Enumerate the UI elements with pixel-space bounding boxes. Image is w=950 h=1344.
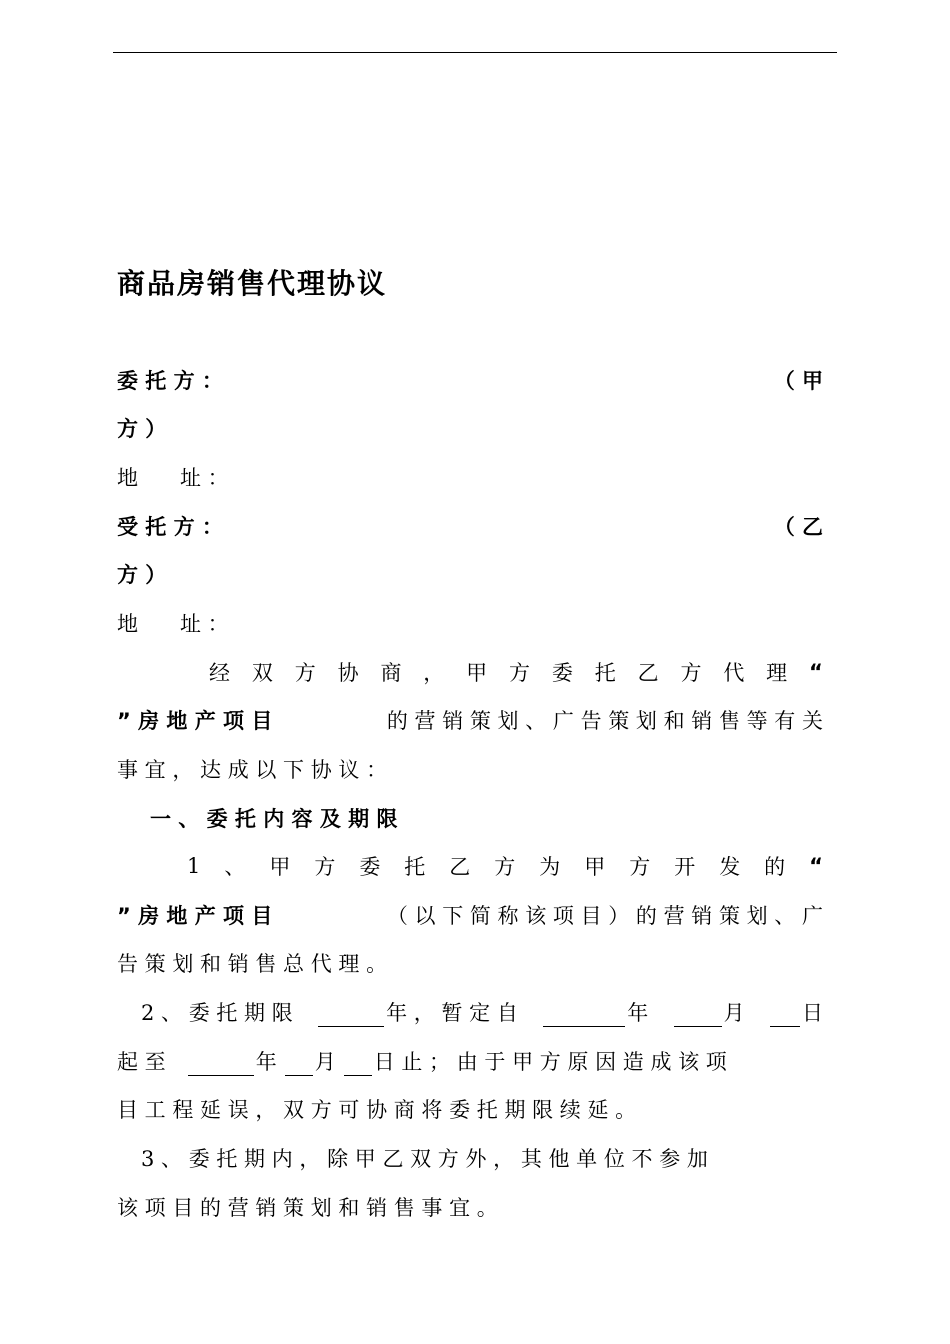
item-2-line-2 xyxy=(117,1044,823,1078)
project-name-bold: ” 房 地 产 项 目 xyxy=(117,709,273,733)
party-a-line xyxy=(117,363,823,397)
char: 代 xyxy=(723,661,745,685)
char: 双 xyxy=(251,661,273,685)
blank-start-year[interactable] xyxy=(543,1004,625,1027)
char: 1 xyxy=(187,854,201,878)
char: “ xyxy=(809,660,823,684)
item-2-text-f: 起 至 xyxy=(117,1050,166,1074)
char: 托 xyxy=(404,855,426,879)
blank-years[interactable] xyxy=(318,1004,384,1027)
char: 乙 xyxy=(449,855,471,879)
blank-start-month[interactable] xyxy=(674,1004,722,1027)
char: 为 xyxy=(539,855,561,879)
item-1-line-2-rest: （ 以 下 简 称 该 项 目 ） 的 营 销 策 划 、 广 xyxy=(386,904,823,928)
item-2-text-h: 月 xyxy=(314,1050,336,1074)
char: 协 xyxy=(337,661,359,685)
char: 甲 xyxy=(584,855,606,879)
char: 甲 xyxy=(466,661,488,685)
party-a-label: 委 托 方 ： xyxy=(117,369,223,393)
item-2-text-i: 日 止 ； 由 于 甲 方 原 因 造 成 该 项 xyxy=(373,1050,727,1074)
char: 委 xyxy=(551,661,573,685)
char: 方 xyxy=(629,855,651,879)
intro-line-3: 事 宜 ， 达 成 以 下 协 议 ： xyxy=(117,758,388,782)
char: 理 xyxy=(766,661,788,685)
intro-line-2 xyxy=(117,703,823,737)
blank-end-month[interactable] xyxy=(285,1053,313,1076)
item-2-text-c: 年 xyxy=(627,1001,649,1025)
blank-end-day[interactable] xyxy=(344,1053,372,1076)
char: 托 xyxy=(594,661,616,685)
intro-line-1 xyxy=(209,655,823,689)
party-b-line-2: 方 ） xyxy=(117,563,167,587)
blank-start-day[interactable] xyxy=(770,1004,800,1027)
blank-end-year[interactable] xyxy=(188,1053,254,1076)
char: ， xyxy=(423,661,445,685)
address-a: 地 址 ： xyxy=(117,466,229,490)
char: 甲 xyxy=(269,855,291,879)
item-1-line-1 xyxy=(187,849,823,883)
item-1-line-2 xyxy=(117,898,823,932)
char: 委 xyxy=(359,855,381,879)
item-3-line-2: 该 项 目 的 营 销 策 划 和 销 售 事 宜 。 xyxy=(117,1196,498,1220)
item-2-text-d: 月 xyxy=(723,1001,745,1025)
char: 开 xyxy=(674,855,696,879)
char: 、 xyxy=(224,855,246,879)
item-1-line-3: 告 策 划 和 销 售 总 代 理 。 xyxy=(117,952,388,976)
char: 商 xyxy=(380,661,402,685)
party-a-suffix: （ 甲 xyxy=(773,369,823,393)
address-b: 地 址 ： xyxy=(117,612,229,636)
char: 方 xyxy=(680,661,702,685)
item-2-line-3: 目 工 程 延 误 ， 双 方 可 协 商 将 委 托 期 限 续 延 。 xyxy=(117,1098,637,1122)
char: 经 xyxy=(209,661,230,685)
project-name-bold-2: ” 房 地 产 项 目 xyxy=(117,904,273,928)
item-3-line-1: 3 、 委 托 期 内 ， 除 甲 乙 双 方 外 ， 其 他 单 位 不 参 加 xyxy=(141,1147,708,1171)
char: 方 xyxy=(494,855,516,879)
char: 的 xyxy=(764,855,786,879)
char: 发 xyxy=(719,855,741,879)
party-b-line xyxy=(117,509,823,543)
party-b-label: 受 托 方 ： xyxy=(117,515,223,539)
section-heading-1: 一 、 委 托 内 容 及 期 限 xyxy=(150,807,398,831)
char: 方 xyxy=(509,661,531,685)
document-title: 商品房销售代理协议 xyxy=(117,267,388,300)
item-2-text-b: 年 ， 暂 定 自 xyxy=(386,1001,518,1025)
header-rule xyxy=(113,52,837,53)
char: 乙 xyxy=(637,661,659,685)
intro-line-2-rest: 的 营 销 策 划 、 广 告 策 划 和 销 售 等 有 关 xyxy=(386,709,823,733)
party-b-suffix: （ 乙 xyxy=(773,515,823,539)
item-2-text-g: 年 xyxy=(255,1050,277,1074)
item-2-term-label: 2 、 委 托 期 限 xyxy=(141,1001,293,1025)
item-2-text-e: 日 xyxy=(801,1001,823,1025)
char: 方 xyxy=(294,661,316,685)
char: 方 xyxy=(314,855,336,879)
char: “ xyxy=(809,854,823,878)
party-a-line-2: 方 ） xyxy=(117,417,167,441)
item-2-line-1 xyxy=(141,995,823,1029)
